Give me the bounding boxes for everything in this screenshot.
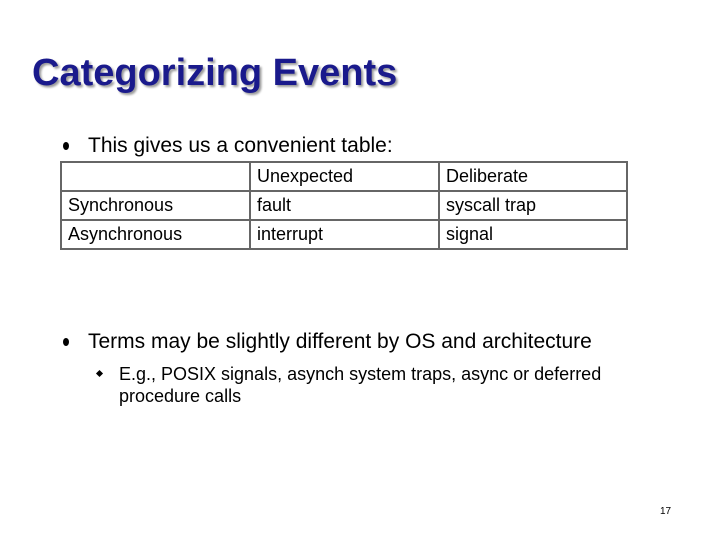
table-cell: signal bbox=[439, 220, 627, 249]
bullet-dot-icon bbox=[63, 338, 69, 346]
table-cell: fault bbox=[250, 191, 439, 220]
sub-bullet-diamond-icon bbox=[96, 370, 103, 377]
table-header-unexpected: Unexpected bbox=[250, 162, 439, 191]
table-corner-cell bbox=[61, 162, 250, 191]
table-cell: Synchronous bbox=[61, 191, 250, 220]
table-header-row bbox=[61, 162, 627, 191]
table-header-deliberate: Deliberate bbox=[439, 162, 627, 191]
page-number: 17 bbox=[660, 506, 672, 517]
sub-bullet-examples: E.g., POSIX signals, asynch system traps, async or deferred procedure calls bbox=[119, 364, 602, 406]
table-cell: Asynchronous bbox=[61, 220, 250, 249]
event-table bbox=[60, 161, 628, 250]
table-cell: interrupt bbox=[250, 220, 439, 249]
slide-title: Categorizing Events bbox=[32, 52, 398, 94]
table-row bbox=[61, 220, 627, 249]
table-cell: syscall trap bbox=[439, 191, 627, 220]
table-row bbox=[61, 191, 627, 220]
bullet-dot-icon bbox=[63, 142, 69, 150]
bullet-intro: This gives us a convenient table: bbox=[88, 134, 393, 157]
bullet-terms: Terms may be slightly different by OS and architecture bbox=[88, 330, 592, 353]
